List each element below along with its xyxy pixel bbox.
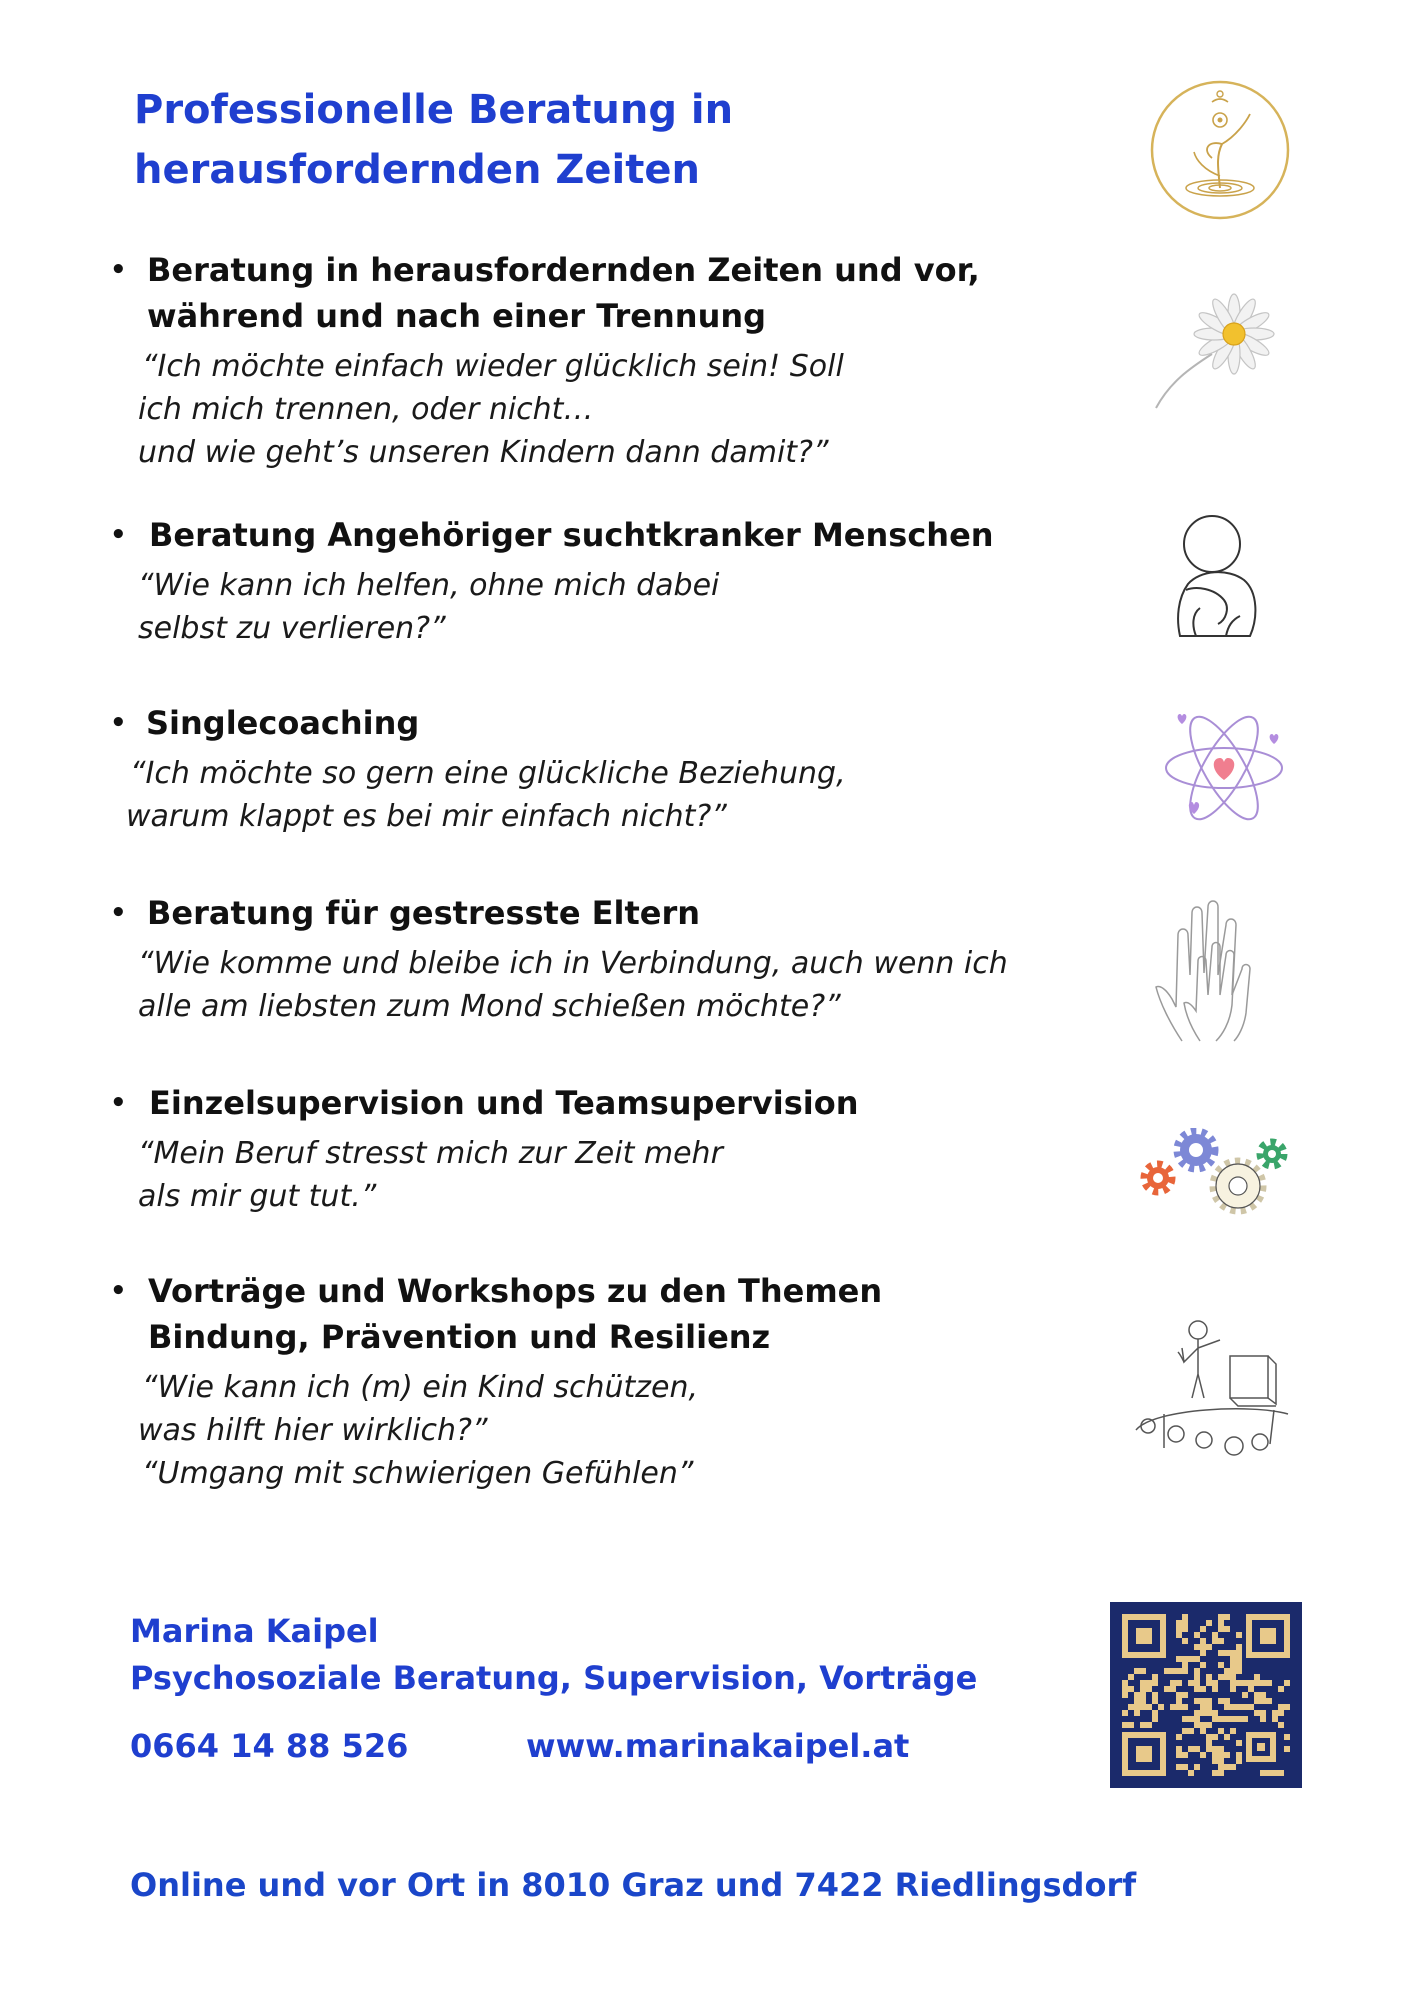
gears-icon: [1138, 1128, 1292, 1222]
phone-link[interactable]: 0664 14 88 526: [130, 1727, 409, 1765]
service-section-addiction-relatives: [110, 512, 1110, 650]
section-quote: “Wie komme und bleibe ich in Verbindung, auch wenn ich alle am liebsten zum Mond schießen möchte?”: [138, 946, 1008, 1024]
service-section-separation: [110, 247, 1110, 474]
bullet: •: [110, 708, 127, 738]
speaker-presentation-icon: [1134, 1318, 1290, 1468]
contact-name: Marina Kaipel: [130, 1612, 379, 1650]
service-section-singlecoaching: [110, 700, 1110, 838]
service-section-stressed-parents: [110, 890, 1110, 1028]
section-quote: “Ich möchte einfach wieder glücklich sein! Soll ich mich trennen, oder nicht… und wie geht’s unseren Kindern dann damit?”: [138, 349, 844, 470]
heart-atom-icon: [1160, 710, 1290, 826]
bullet: •: [110, 520, 127, 550]
golden-lotus-spiral-logo-icon: [1146, 76, 1294, 224]
section-heading: Beratung für gestresste Eltern: [147, 894, 701, 932]
section-heading: Singlecoaching: [146, 704, 420, 742]
service-section-supervision: [110, 1080, 1110, 1218]
daisy-icon: [1150, 292, 1280, 412]
qr-code-icon[interactable]: [1110, 1602, 1302, 1788]
section-quote: “Ich möchte so gern eine glückliche Beziehung, warum klappt es bei mir einfach nicht?”: [126, 756, 846, 834]
service-section-talks-workshops: [110, 1268, 1110, 1495]
contact-services: Psychosoziale Beratung, Supervision, Vorträge: [130, 1659, 978, 1697]
title-line-1: Professionelle Beratung in: [134, 87, 734, 133]
locations-footer: Online und vor Ort in 8010 Graz und 7422 Riedlingsdorf: [130, 1866, 1137, 1904]
bullet: •: [110, 1088, 127, 1118]
section-heading: Beratung in herausfordernden Zeiten und vor, während und nach einer Trennung: [147, 251, 980, 335]
section-heading: Einzelsupervision und Teamsupervision: [149, 1084, 859, 1122]
bullet: •: [110, 1276, 127, 1306]
hands-icon: [1152, 895, 1262, 1045]
title-line-2: herausfordernden Zeiten: [134, 147, 700, 193]
section-heading: Vorträge und Workshops zu den Themen Bindung, Prävention und Resilienz: [148, 1272, 883, 1356]
section-quote: “Wie kann ich (m) ein Kind schützen, was hilft hier wirklich?” “Umgang mit schwierigen Gefühlen”: [138, 1370, 699, 1491]
section-quote: “Mein Beruf stresst mich zur Zeit mehr als mir gut tut.”: [138, 1136, 723, 1214]
website-link[interactable]: www.marinakaipel.at: [526, 1727, 910, 1765]
section-heading: Beratung Angehöriger suchtkranker Menschen: [149, 516, 994, 554]
bullet: •: [110, 255, 127, 285]
crouching-figure-icon: [1166, 508, 1262, 640]
bullet: •: [110, 898, 127, 928]
page-title: [134, 80, 733, 200]
section-quote: “Wie kann ich helfen, ohne mich dabei selbst zu verlieren?”: [138, 568, 720, 646]
